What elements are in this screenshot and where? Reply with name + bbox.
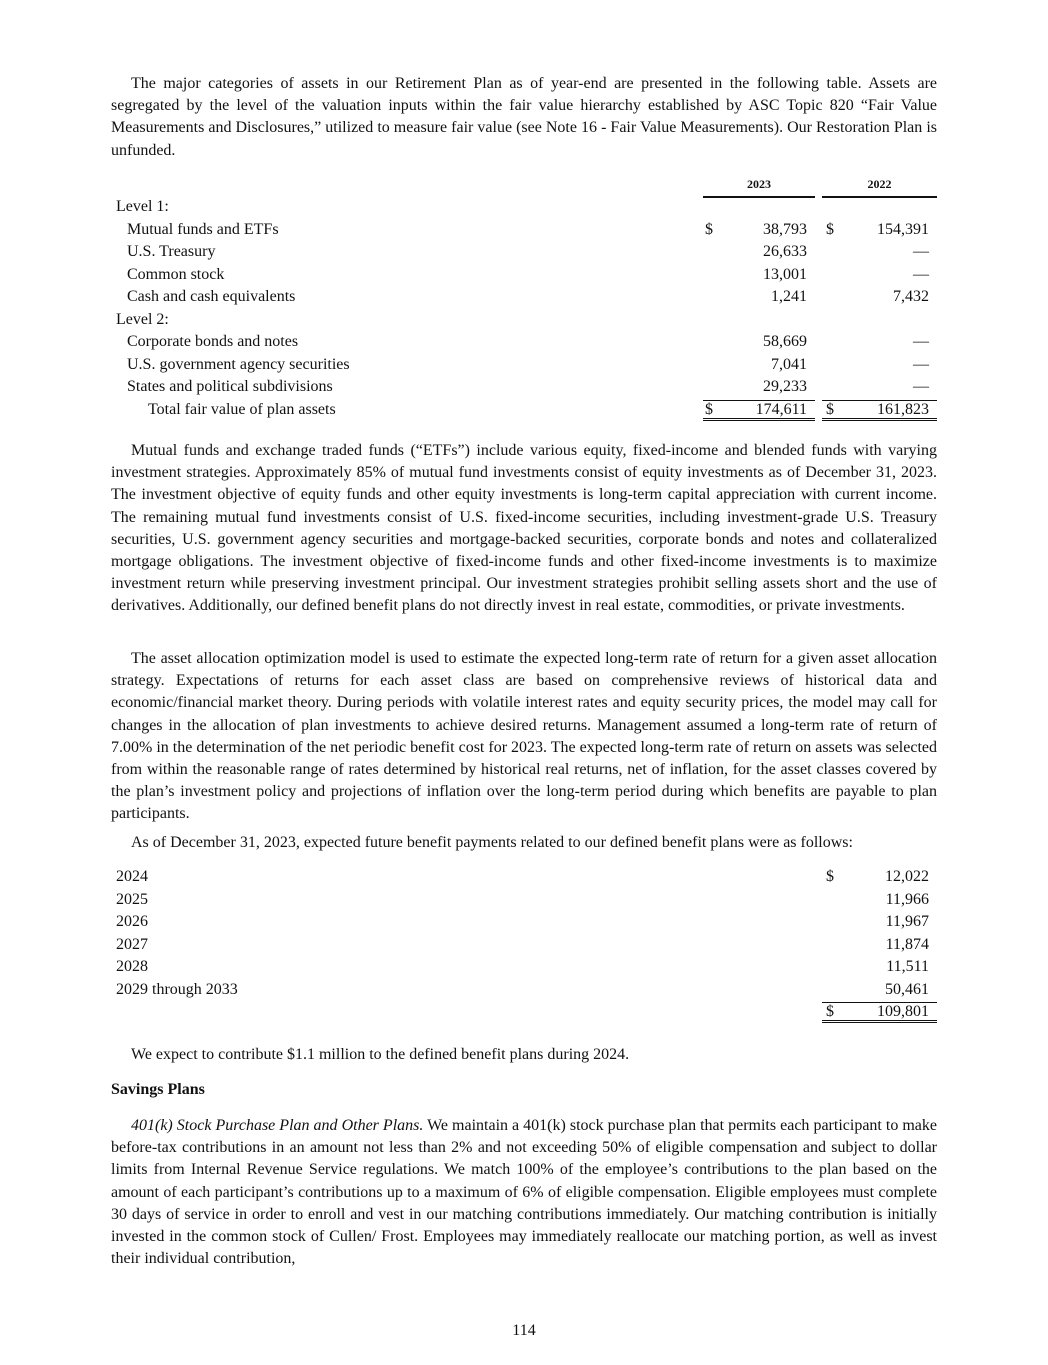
total-underline [822,1002,937,1023]
row-label: 2029 through 2033 [116,980,238,998]
dollar-sign: $ [705,220,713,238]
value-2022: — [913,243,929,260]
value-2023: 13,001 [763,265,807,283]
401k-plan-text: We maintain a 401(k) stock purchase plan that permits each participant to make before-tax contributions in an amount not less than 2% and not exceeding 50% of eligible compensation and subject to dollar limits from Internal Revenue Service regulations. We match 100% of the employee’s contributions to the plan based on the amount of each participant’s contributions up to a maximum of 6% of eligible compensation. Eligible employees must complete 30 days of service in order to enroll and vest in our matching contributions immediately. Our matching contribution is initially invested in the common stock of Cullen/ Frost. Employees may immediately reallocate our matching portion, as well as invest their individual contribution, [111,1117,938,1268]
row-label: 2028 [116,958,148,975]
payment-value: 11,511 [886,958,929,975]
row-label: Cash and cash equivalents [127,288,296,305]
row-label: Common stock [127,265,225,283]
row-label: 2027 [116,935,148,953]
row-label: Level 2: [116,310,169,328]
row-label: 2025 [116,890,148,908]
table-row [111,956,937,978]
dollar-sign: $ [826,1003,834,1020]
dollar-sign: $ [705,400,713,418]
value-2022: 161,823 [877,400,929,418]
value-2022: — [913,355,929,373]
benefit-payments-intro: As of December 31, 2023, expected future benefit payments related to our defined benefit plans were as follows: [131,834,853,851]
payment-value: 11,966 [885,890,929,908]
contribution-paragraph: We expect to contribute $1.1 million to the defined benefit plans during 2024. [131,1046,630,1063]
value-2022: 7,432 [893,288,929,305]
value-2023: 58,669 [763,333,807,350]
dollar-sign: $ [826,868,834,885]
payment-value: 12,022 [885,868,929,885]
value-2023: 26,633 [763,243,807,260]
table-row [111,376,937,398]
value-2023: 38,793 [763,220,807,238]
page-number: 114 [512,1322,536,1339]
value-2023: 1,241 [771,288,807,305]
value-2023: 174,611 [755,400,807,418]
column-header-2023: 2023 [703,177,815,198]
table-row [111,219,937,241]
401k-plan-title: 401(k) Stock Purchase Plan and Other Plans. [131,1117,424,1134]
intro-paragraph: The major categories of assets in our Retirement Plan as of year-end are presented in the following table. Assets are segregated by the level of the valuation inputs within the fair value hierarchy established by ASC Topic 820 “Fair Value Measurements and Disclosures,” utilized to measure fair value (see Note 16 - Fair Value Measurements). Our Restoration Plan is unfunded. [111,75,937,159]
value-2022: — [913,378,929,395]
column-header-2022: 2022 [822,177,937,198]
table-row [111,264,937,286]
dollar-sign: $ [826,220,834,238]
total-underline [703,400,815,421]
row-label: U.S. government agency securities [127,355,350,373]
table-row [111,196,937,218]
value-2022: 154,391 [877,220,929,238]
row-label: Corporate bonds and notes [127,333,299,350]
payment-value: 11,967 [885,913,929,930]
table-row [111,911,937,933]
savings-plans-heading: Savings Plans [111,1081,205,1098]
table-row [111,241,937,263]
dollar-sign: $ [826,400,834,418]
row-label: Total fair value of plan assets [148,400,336,418]
table-row [111,309,937,331]
payment-value: 11,874 [885,935,929,953]
row-label: States and political subdivisions [127,378,333,395]
total-underline [822,400,937,421]
mutual-funds-paragraph: Mutual funds and exchange traded funds (“ETFs”) include various equity, fixed-income and blended funds with varying investment strategies. Approximately 85% of mutual fund investments consist of equity investments as of December 31, 2023. The investment objective of equity funds and other equity investments is long-term capital appreciation with current income. The remaining mutual fund investments consist of U.S. fixed-income securities, including investment-grade U.S. Treasury securities, U.S. government agency securities and mortgage-backed securities, corporate bonds and notes and collateralized mortgage obligations. The investment objective of fixed-income funds and other fixed-income investments is to maximize investment return while preserving investment principal. Our investment strategies prohibit selling assets short and the use of derivatives. Additionally, our defined benefit plans do not directly invest in real estate, commodities, or private investments. [111,442,937,615]
row-label: 2024 [116,868,148,885]
value-2022: — [913,333,929,350]
row-label: U.S. Treasury [127,243,216,260]
table-row [111,354,937,376]
asset-allocation-paragraph: The asset allocation optimization model is used to estimate the expected long-term rate of return for a given asset allocation strategy. Expectations of returns for each asset class are based on comprehensive reviews of historical data and economic/financial market theory. During periods with volatile interest rates and equity security prices, the model may call for changes in the allocation of plan investments to achieve desired returns. Management assumed a long-term rate of return of 7.00% in the determination of the net periodic benefit cost for 2023. The expected long-term rate of return on assets was selected from within the reasonable range of rates determined by historical real returns, net of inflation, for the asset classes covered by the plan’s investment policy and projections of inflation over the long-term period during which benefits are payable to plan participants. [111,650,937,823]
payment-value: 50,461 [885,980,929,998]
table-row [111,286,937,308]
value-2023: 29,233 [763,378,807,395]
payment-value: 109,801 [877,1003,929,1020]
total-row [111,1001,937,1023]
table-row [111,889,937,911]
table-row [111,866,937,888]
row-label: Mutual funds and ETFs [127,220,279,238]
row-label: Level 1: [116,198,169,215]
table-row [111,979,937,1001]
value-2022: — [913,265,929,283]
table-row [111,934,937,956]
table-row [111,331,937,353]
value-2023: 7,041 [771,355,807,373]
row-label: 2026 [116,913,148,930]
401k-paragraph [111,1115,937,1270]
